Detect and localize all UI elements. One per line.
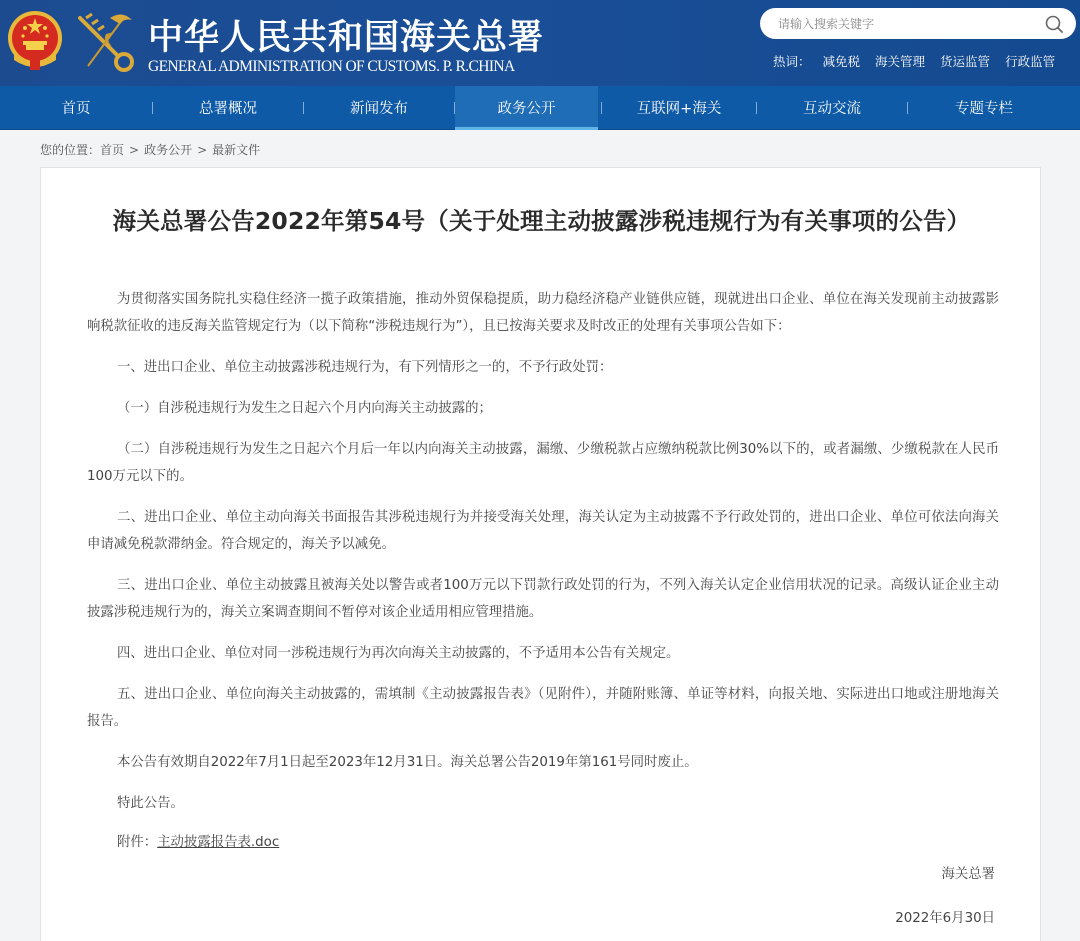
hotwords [773, 52, 1070, 70]
nav-item-news[interactable] [304, 86, 454, 130]
customs-key-caduceus-icon [74, 10, 136, 72]
paragraph-item-4: 四、进出口企业、单位对同一涉税违规行为再次向海关主动披露的，不予适用本公告有关规定。 [117, 646, 680, 661]
nav-label: 政务公开 [497, 101, 556, 117]
nav-label: 总署概况 [199, 101, 257, 117]
attachment-line [87, 829, 999, 856]
main-nav [0, 86, 1080, 130]
search-icon[interactable] [1044, 14, 1064, 34]
attachment-link[interactable]: 主动披露报告表.doc [157, 835, 280, 850]
hotword-link[interactable]: 行政监管 [1005, 54, 1056, 69]
nav-label: 互联网+海关 [636, 101, 722, 117]
paragraph-intro: 为贯彻落实国务院扎实稳住经济一揽子政策措施，推动外贸保稳提质，助力稳经济稳产业链供应链，现就进出口企业、单位在海关发现前主动披露影响税款征收的违反海关监管规定行为（以下简称“涉税违规行为”），且已按海关要求及时改正的处理有关事项公告如下： [87, 292, 999, 334]
hotword-link[interactable]: 减免税 [822, 54, 861, 69]
paragraph-item-2: 二、进出口企业、单位主动向海关书面报告其涉税违规行为并接受海关处理，海关认定为主动披露不予行政处罚的，进出口企业、单位可依法向海关申请减免税款滞纳金。符合规定的，海关予以减免。 [87, 510, 999, 552]
attachment-label: 附件： [117, 835, 158, 850]
paragraph-item-5: 五、进出口企业、单位向海关主动披露的，需填制《主动披露报告表》（见附件），并随附账簿、单证等材料，向报关地、实际进出口地或注册地海关报告。 [87, 687, 999, 729]
nav-item-home[interactable] [0, 86, 152, 130]
search-box [760, 8, 1076, 39]
document-body [87, 286, 999, 856]
signature-org: 海关总署 [941, 867, 995, 882]
breadcrumb-separator: > [129, 142, 140, 157]
hotword-link[interactable]: 货运监管 [940, 54, 991, 69]
paragraph-item-1: 一、进出口企业、单位主动披露涉税违规行为，有下列情形之一的，不予行政处罚： [117, 360, 613, 375]
nav-item-internet-customs[interactable] [602, 86, 756, 130]
breadcrumb-home[interactable]: 首页 [100, 143, 125, 157]
site-header [0, 0, 1080, 86]
paragraph-item-1-b: （二）自涉税违规行为发生之日起六个月后一年以内向海关主动披露，漏缴、少缴税款占应缴纳税款比例30%以下的，或者漏缴、少缴税款在人民币100万元以下的。 [87, 442, 999, 484]
breadcrumb-separator: > [197, 142, 208, 157]
search-input[interactable] [778, 12, 1028, 36]
paragraph-validity: 本公告有效期自2022年7月1日起至2023年12月31日。海关总署公告2019年第161号同时废止。 [117, 755, 698, 770]
nav-item-gov-affairs[interactable] [455, 86, 598, 130]
signature-date: 2022年6月30日 [895, 911, 995, 926]
paragraph-item-1-a: （一）自涉税违规行为发生之日起六个月内向海关主动披露的； [117, 401, 492, 416]
nav-item-overview[interactable] [153, 86, 303, 130]
breadcrumb-gov-affairs[interactable]: 政务公开 [144, 143, 193, 157]
breadcrumb-latest-docs[interactable]: 最新文件 [212, 143, 261, 157]
nav-label: 互动交流 [803, 101, 861, 117]
document-title: 海关总署公告2022年第54号（关于处理主动披露涉税违规行为有关事项的公告） [112, 207, 971, 235]
nav-item-special-topics[interactable] [908, 86, 1060, 130]
nav-item-interaction[interactable] [757, 86, 907, 130]
paragraph-closing: 特此公告。 [117, 796, 184, 811]
national-emblem-icon [6, 8, 64, 72]
nav-label: 首页 [61, 101, 91, 117]
paragraph-item-3: 三、进出口企业、单位主动披露且被海关处以警告或者100万元以下罚款行政处罚的行为，不列入海关认定企业信用状况的记录。高级认证企业主动披露涉税违规行为的，海关立案调查期间不暂停对该企业适用相应管理措施。 [87, 578, 999, 620]
hotwords-label: 热词： [773, 54, 811, 69]
hotword-link[interactable]: 海关管理 [875, 54, 926, 69]
breadcrumb-prefix: 您的位置： [40, 143, 101, 157]
nav-label: 专题专栏 [955, 101, 1013, 117]
breadcrumb [40, 141, 260, 158]
site-title-cn: 中华人民共和国海关总署 [148, 17, 545, 58]
site-title-en: GENERAL ADMINISTRATION OF CUSTOMS. P. R.CHINA [148, 58, 515, 75]
document-panel [40, 167, 1041, 941]
nav-label: 新闻发布 [350, 101, 408, 117]
